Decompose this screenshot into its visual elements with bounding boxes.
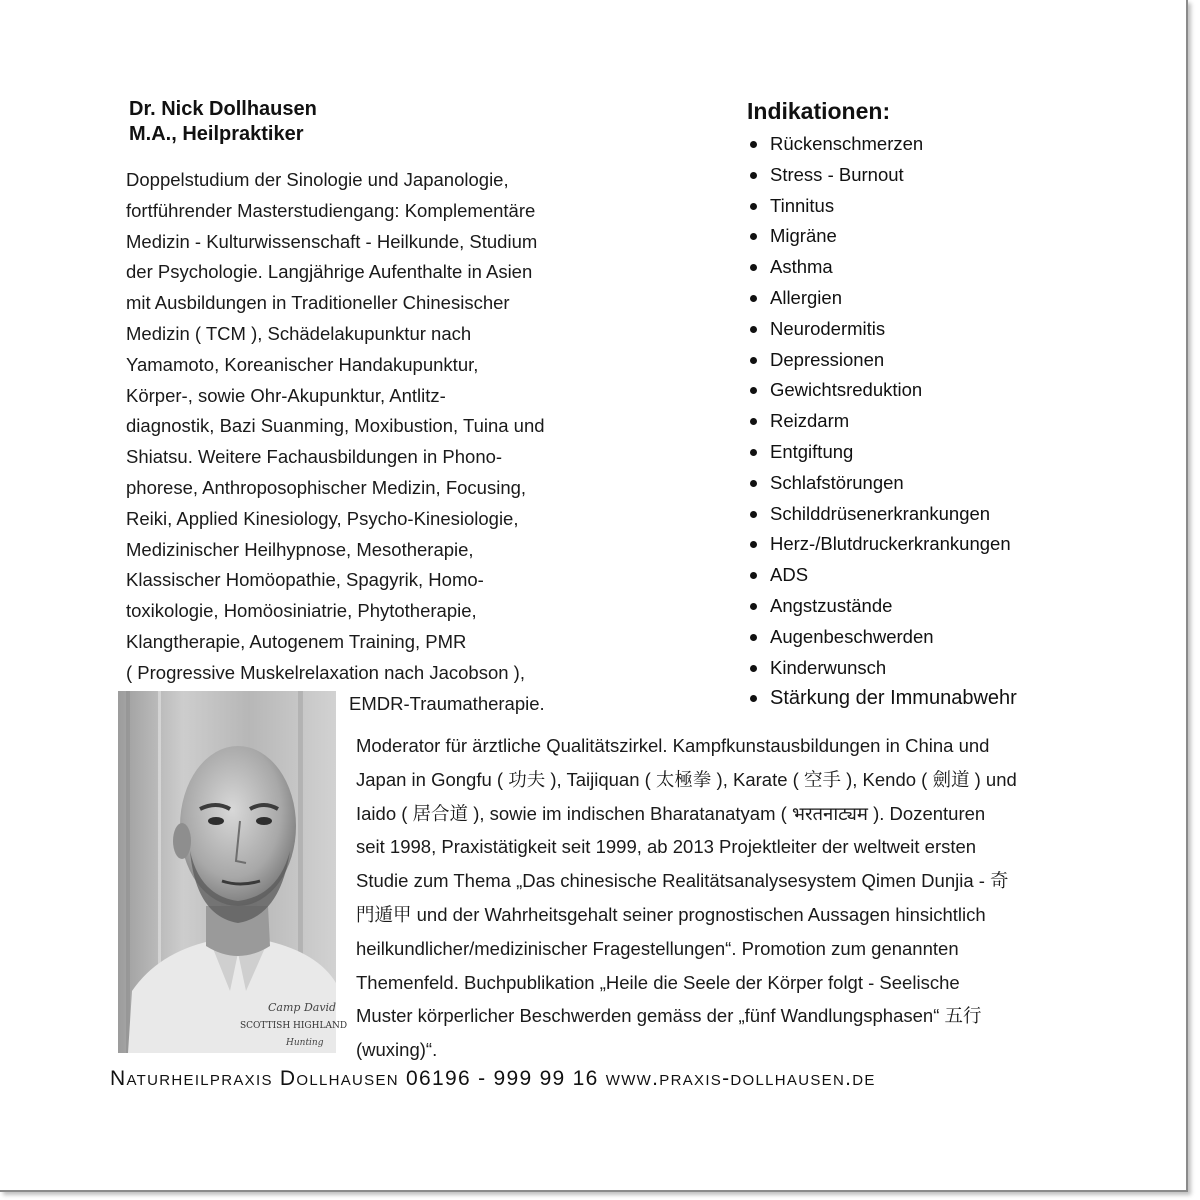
indication-item: Depressionen (749, 345, 1017, 376)
bio-line: 門遁甲 und der Wahrheitsgehalt seiner prognostischen Aussagen hinsichtlich (356, 903, 986, 925)
indications-heading: Indikationen: (747, 98, 891, 124)
bio-line: (wuxing)“. (356, 1039, 438, 1061)
indication-item: Neurodermitis (749, 314, 1017, 345)
indication-item: Tinnitus (749, 191, 1017, 222)
contact-footer: Naturheilpraxis Dollhausen 06196 - 999 99 16 www.praxis-dollhausen.de (110, 1067, 876, 1090)
indication-item: ADS (749, 560, 1017, 591)
bio-line: phorese, Anthroposophischer Medizin, Focusing, (126, 476, 527, 498)
bio-line: Medizin - Kulturwissenschaft - Heilkunde, Studium (126, 230, 538, 252)
bio-line: heilkundlicher/medizinischer Fragestellungen“. Promotion zum genannten (356, 937, 959, 959)
bio-line: Doppelstudium der Sinologie und Japanologie, (126, 169, 509, 190)
indication-item: Rückenschmerzen (749, 129, 1017, 160)
indication-item: Schlafstörungen (749, 468, 1017, 499)
bio-line: Muster körperlicher Beschwerden gemäss der „fünf Wandlungsphasen“ 五行 (356, 1005, 982, 1027)
bio-line: Themenfeld. Buchpublikation „Heile die Seele der Körper folgt - Seelische (356, 971, 960, 993)
indication-item: Herz-/Blutdruckerkrankungen (749, 529, 1017, 560)
bio-text-continued (356, 729, 1076, 1067)
indication-item: Kinderwunsch (749, 653, 1017, 684)
bio-line: Klangtherapie, Autogenem Training, PMR (126, 630, 467, 652)
bio-line: Moderator für ärztliche Qualitätszirkel. Kampfkunstausbildungen in China und (356, 735, 990, 756)
indication-item: Migräne (749, 221, 1017, 252)
bio-line: fortführender Masterstudiengang: Komplementäre (126, 199, 536, 221)
indication-item: Stress - Burnout (749, 160, 1017, 191)
bio-line: toxikologie, Homöosiniatrie, Phytotherapie, (126, 600, 477, 622)
bio-line: Reiki, Applied Kinesiology, Psycho-Kinesiologie, (126, 507, 519, 529)
bio-text (126, 165, 596, 719)
bio-line: Körper-, sowie Ohr-Akupunktur, Antlitz- (126, 384, 446, 406)
bio-line: Shiatsu. Weitere Fachausbildungen in Phono- (126, 446, 503, 468)
bio-line: Studie zum Thema „Das chinesische Realitätsanalysesystem Qimen Dunjia - 奇 (356, 870, 1009, 892)
bio-line: Yamamoto, Koreanischer Handakupunktur, (126, 353, 479, 375)
portrait-illustration (118, 691, 348, 1053)
indication-item: Gewichtsreduktion (749, 375, 1017, 406)
bio-line: der Psychologie. Langjährige Aufenthalte in Asien (126, 261, 533, 283)
shirt-print-text: Hunting (286, 1038, 324, 1048)
bio-line: seit 1998, Praxistätigkeit seit 1999, ab 2013 Projektleiter der weltweit ersten (356, 836, 977, 858)
shirt-print-text: Camp David (268, 1001, 337, 1014)
bio-line: Medizinischer Heilhypnose, Mesotherapie, (126, 538, 474, 560)
indication-item: Augenbeschwerden (749, 622, 1017, 653)
indication-item: Schilddrüsenerkrankungen (749, 499, 1017, 530)
bio-line: mit Ausbildungen in Traditioneller Chinesischer (126, 292, 510, 314)
bio-line: Klassischer Homöopathie, Spagyrik, Homo- (126, 569, 484, 591)
doctor-title: M.A., Heilpraktiker (129, 123, 304, 145)
bio-line: EMDR-Traumatherapie. (349, 692, 545, 714)
indications-list (749, 129, 1017, 714)
bio-line: Iaido ( 居合道 ), sowie im indischen Bharatanatyam ( भरतनाट्यम ). Dozenturen (356, 802, 986, 824)
doctor-name: Dr. Nick Dollhausen (129, 98, 317, 120)
indication-item: Reizdarm (749, 406, 1017, 437)
doctor-header (129, 97, 317, 147)
indication-item: Stärkung der Immunabwehr (749, 683, 1017, 714)
indication-item: Asthma (749, 252, 1017, 283)
portrait-photo (118, 691, 348, 1053)
bio-line: Japan in Gongfu ( 功夫 ), Taijiquan ( 太極拳 ), Karate ( 空手 ), Kendo ( 劍道 ) und (356, 768, 1017, 790)
indication-item: Angstzustände (749, 591, 1017, 622)
bio-line: diagnostik, Bazi Suanming, Moxibustion, Tuina und (126, 415, 545, 437)
bio-line: ( Progressive Muskelrelaxation nach Jacobson ), (126, 661, 525, 683)
indication-item: Entgiftung (749, 437, 1017, 468)
bio-line: Medizin ( TCM ), Schädelakupunktur nach (126, 322, 472, 344)
indication-item: Allergien (749, 283, 1017, 314)
shirt-print-text: SCOTTISH HIGHLAND (240, 1021, 348, 1031)
